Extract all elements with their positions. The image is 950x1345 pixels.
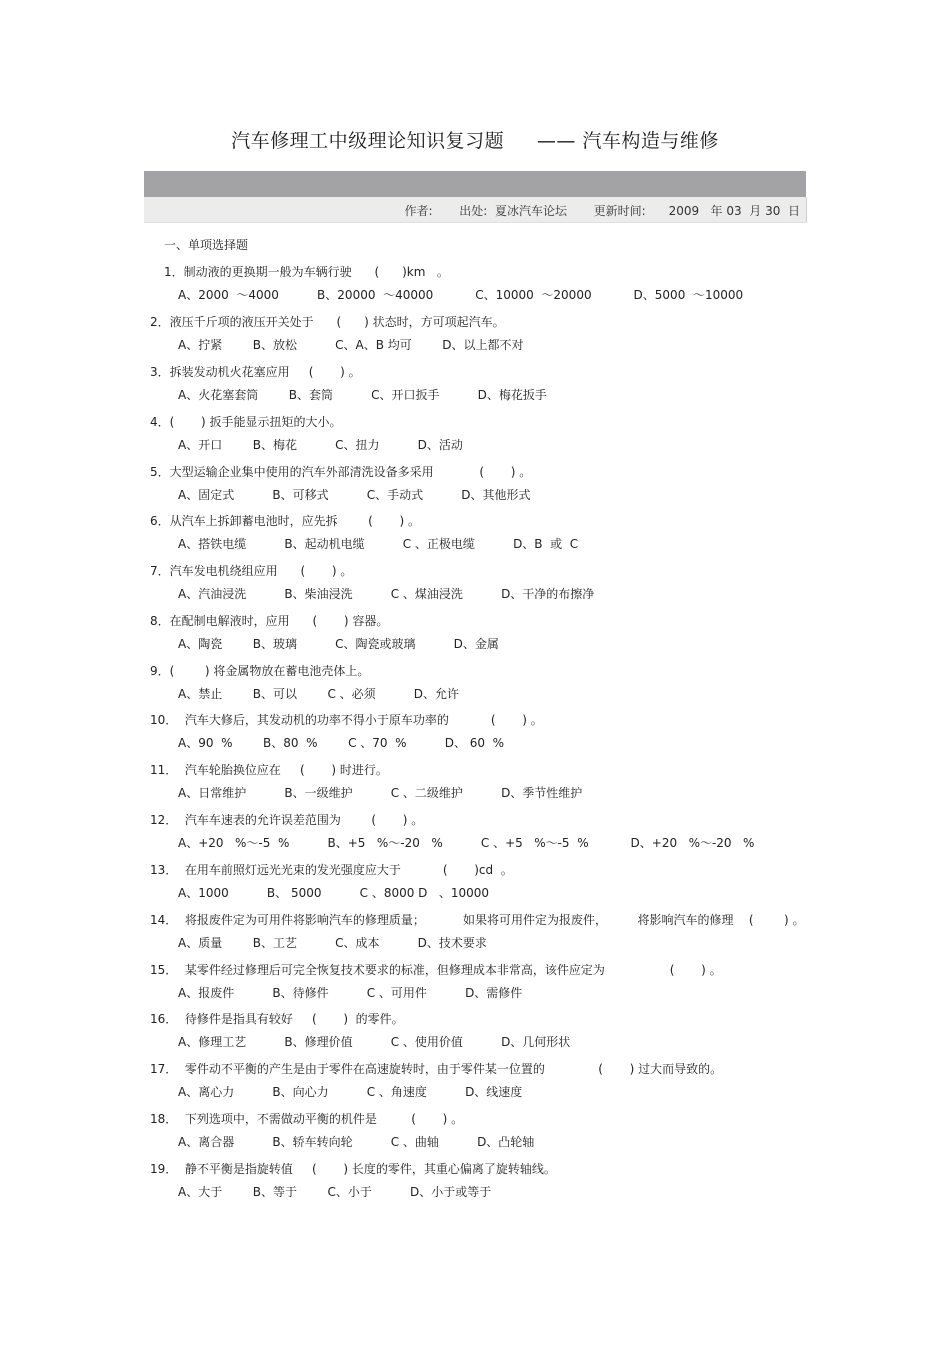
question-options: A、大于 B、等于 C、小于 D、小于或等于 — [178, 1185, 492, 1199]
question-options: A、火花塞套筒 B、套筒 C、开口扳手 D、梅花扳手 — [178, 388, 547, 402]
question-stem: 11． 汽车轮胎换位应在 ( ) 时进行。 — [150, 763, 388, 777]
meta-text: 作者: 出处: 夏冰汽车论坛 更新时间: 2009 年 03 月 30 日 — [404, 204, 800, 218]
question-stem: 12． 汽车车速表的允许误差范围为 ( ) 。 — [150, 813, 424, 827]
question-options: A、2000 ～4000 B、20000 ～40000 C、10000 ～20000 D、5000 ～10000 — [178, 288, 744, 302]
question-options: A、固定式 B、可移式 C、手动式 D、其他形式 — [178, 488, 531, 502]
question-options: A、日常维护 B、一级维护 C 、二级维护 D、季节性维护 — [178, 786, 583, 800]
question-options: A、搭铁电缆 B、起动机电缆 C 、正极电缆 D、B 或 C — [178, 537, 579, 551]
question-stem: 14． 将报废件定为可用件将影响汽车的修理质量； 如果将可用件定为报废件， 将影响汽车的修理 ( ) 。 — [150, 913, 805, 927]
question-stem: 5．大型运输企业集中使用的汽车外部清洗设备多采用 ( ) 。 — [150, 465, 532, 479]
question-stem: 13． 在用车前照灯远光光束的发光强度应大于 ( )cd 。 — [150, 863, 513, 877]
question-options: A、禁止 B、可以 C 、必须 D、允许 — [178, 687, 460, 701]
question-stem: 2．液压千斤项的液压开关处于 ( ) 状态时，方可项起汽车。 — [150, 315, 505, 329]
question-options: A、陶瓷 B、玻璃 C、陶瓷或玻璃 D、金属 — [178, 637, 499, 651]
question-options: A、+20 %～-5 % B、+5 %～-20 % C 、+5 %～-5 % D、+20 %～-20 % — [178, 836, 755, 850]
question-stem: 6．从汽车上拆卸蓄电池时，应先拆 ( ) 。 — [150, 514, 421, 528]
question-stem: 4．( ) 扳手能显示扭矩的大小。 — [150, 415, 342, 429]
question-stem: 3．拆装发动机火花塞应用 ( ) 。 — [150, 365, 361, 379]
question-options: A、开口 B、梅花 C、扭力 D、活动 — [178, 438, 463, 452]
question-options: A、离心力 B、向心力 C 、角速度 D、线速度 — [178, 1085, 523, 1099]
question-options: A、离合器 B、轿车转向轮 C 、曲轴 D、凸轮轴 — [178, 1135, 535, 1149]
meta-bar — [144, 197, 807, 223]
question-options: A、报废件 B、待修件 C 、可用件 D、需修件 — [178, 986, 523, 1000]
question-options: A、修理工艺 B、修理价值 C 、使用价值 D、几何形状 — [178, 1035, 571, 1049]
question-stem: 18． 下列选项中，不需做动平衡的机件是 ( ) 。 — [150, 1112, 464, 1126]
question-stem: 16． 待修件是指具有较好 ( ) 的零件。 — [150, 1012, 404, 1026]
question-stem: 1．制动液的更换期一般为车辆行驶 ( )km 。 — [164, 265, 449, 279]
question-options: A、90 % B、80 % C 、70 % D、 60 % — [178, 736, 505, 750]
section-title: 一、单项选择题 — [164, 238, 249, 252]
question-stem: 9．( ) 将金属物放在蓄电池壳体上。 — [150, 664, 370, 678]
question-options: A、1000 B、 5000 C 、8000 D 、10000 — [178, 886, 490, 900]
page-title: 汽车修理工中级理论知识复习题 —— 汽车构造与维修 — [231, 130, 719, 152]
question-options: A、质量 B、工艺 C、成本 D、技术要求 — [178, 936, 487, 950]
question-stem: 17． 零件动不平衡的产生是由于零件在高速旋转时，由于零件某一位置的 ( ) 过大而导致的。 — [150, 1062, 723, 1076]
question-stem: 15． 某零件经过修理后可完全恢复技术要求的标准，但修理成本非常高，该件应定为 ( ) 。 — [150, 963, 722, 977]
question-stem: 8．在配制电解液时，应用 ( ) 容器。 — [150, 614, 389, 628]
question-stem: 10． 汽车大修后，其发动机的功率不得小于原车功率的 ( ) 。 — [150, 713, 543, 727]
question-options: A、汽油浸洗 B、柴油浸洗 C 、煤油浸洗 D、干净的布擦净 — [178, 587, 595, 601]
header-gray-bar — [144, 171, 806, 197]
question-options: A、拧紧 B、放松 C、A、B 均可 D、以上都不对 — [178, 338, 524, 352]
question-stem: 19． 静不平衡是指旋转值 ( ) 长度的零件，其重心偏离了旋转轴线。 — [150, 1162, 556, 1176]
question-stem: 7．汽车发电机绕组应用 ( ) 。 — [150, 564, 353, 578]
